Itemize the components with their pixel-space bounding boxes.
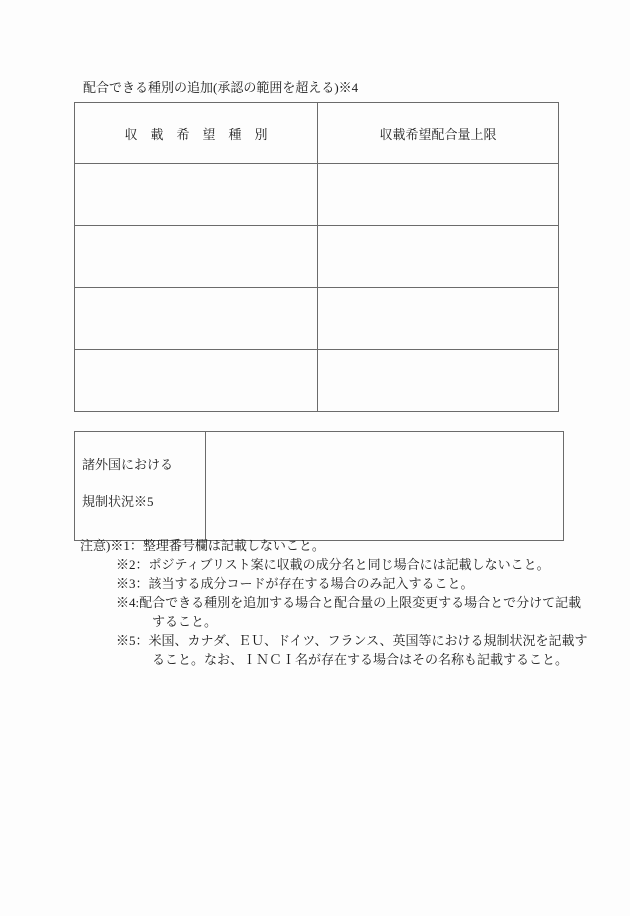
addition-table-cell xyxy=(75,164,318,226)
col-header-desired-type: 収 載 希 望 種 別 xyxy=(75,103,318,164)
foreign-regulation-label xyxy=(75,432,206,541)
note-line: 注意)※1：整理番号欄は記載しないこと。 xyxy=(80,538,325,553)
note-line: ※2：ポジティブリスト案に収載の成分名と同じ場合には記載しないこと。 xyxy=(116,557,550,572)
addition-table-row xyxy=(75,350,559,412)
addition-table-cell xyxy=(318,164,559,226)
note-line: ※3：該当する成分コードが存在する場合のみ記入すること。 xyxy=(116,576,474,591)
addition-table xyxy=(74,102,559,412)
addition-table-cell xyxy=(75,288,318,350)
notes-section xyxy=(80,536,588,669)
addition-table-cell xyxy=(318,226,559,288)
foreign-regulation-value-cell xyxy=(206,432,564,541)
addition-table-cell xyxy=(75,226,318,288)
col-header-desired-max-amount: 収載希望配合量上限 xyxy=(318,103,559,164)
addition-table-row xyxy=(75,226,559,288)
addition-table-cell xyxy=(75,350,318,412)
addition-table-cell xyxy=(318,350,559,412)
addition-table-cell xyxy=(318,288,559,350)
note-line: ※4:配合できる種別を追加する場合と配合量の上限変更する場合とで分けて記載 xyxy=(116,595,582,610)
addition-table-row xyxy=(75,164,559,226)
section-title: 配合できる種別の追加(承認の範囲を超える)※4 xyxy=(83,80,359,95)
addition-table-header-row xyxy=(75,103,559,164)
foreign-regulation-table xyxy=(74,431,564,541)
note-line: すること。 xyxy=(152,614,218,629)
note-line: ※5：米国、カナダ、ＥＵ、ドイツ、フランス、英国等における規制状況を記載す xyxy=(116,633,588,648)
addition-table-row xyxy=(75,288,559,350)
note-line: ること。なお、ＩＮＣＩ名が存在する場合はその名称も記載すること。 xyxy=(152,652,569,667)
foreign-regulation-label-line2: 規制状況※5 xyxy=(82,494,154,509)
foreign-regulation-row xyxy=(75,432,564,541)
foreign-regulation-label-line1: 諸外国における xyxy=(82,457,174,472)
